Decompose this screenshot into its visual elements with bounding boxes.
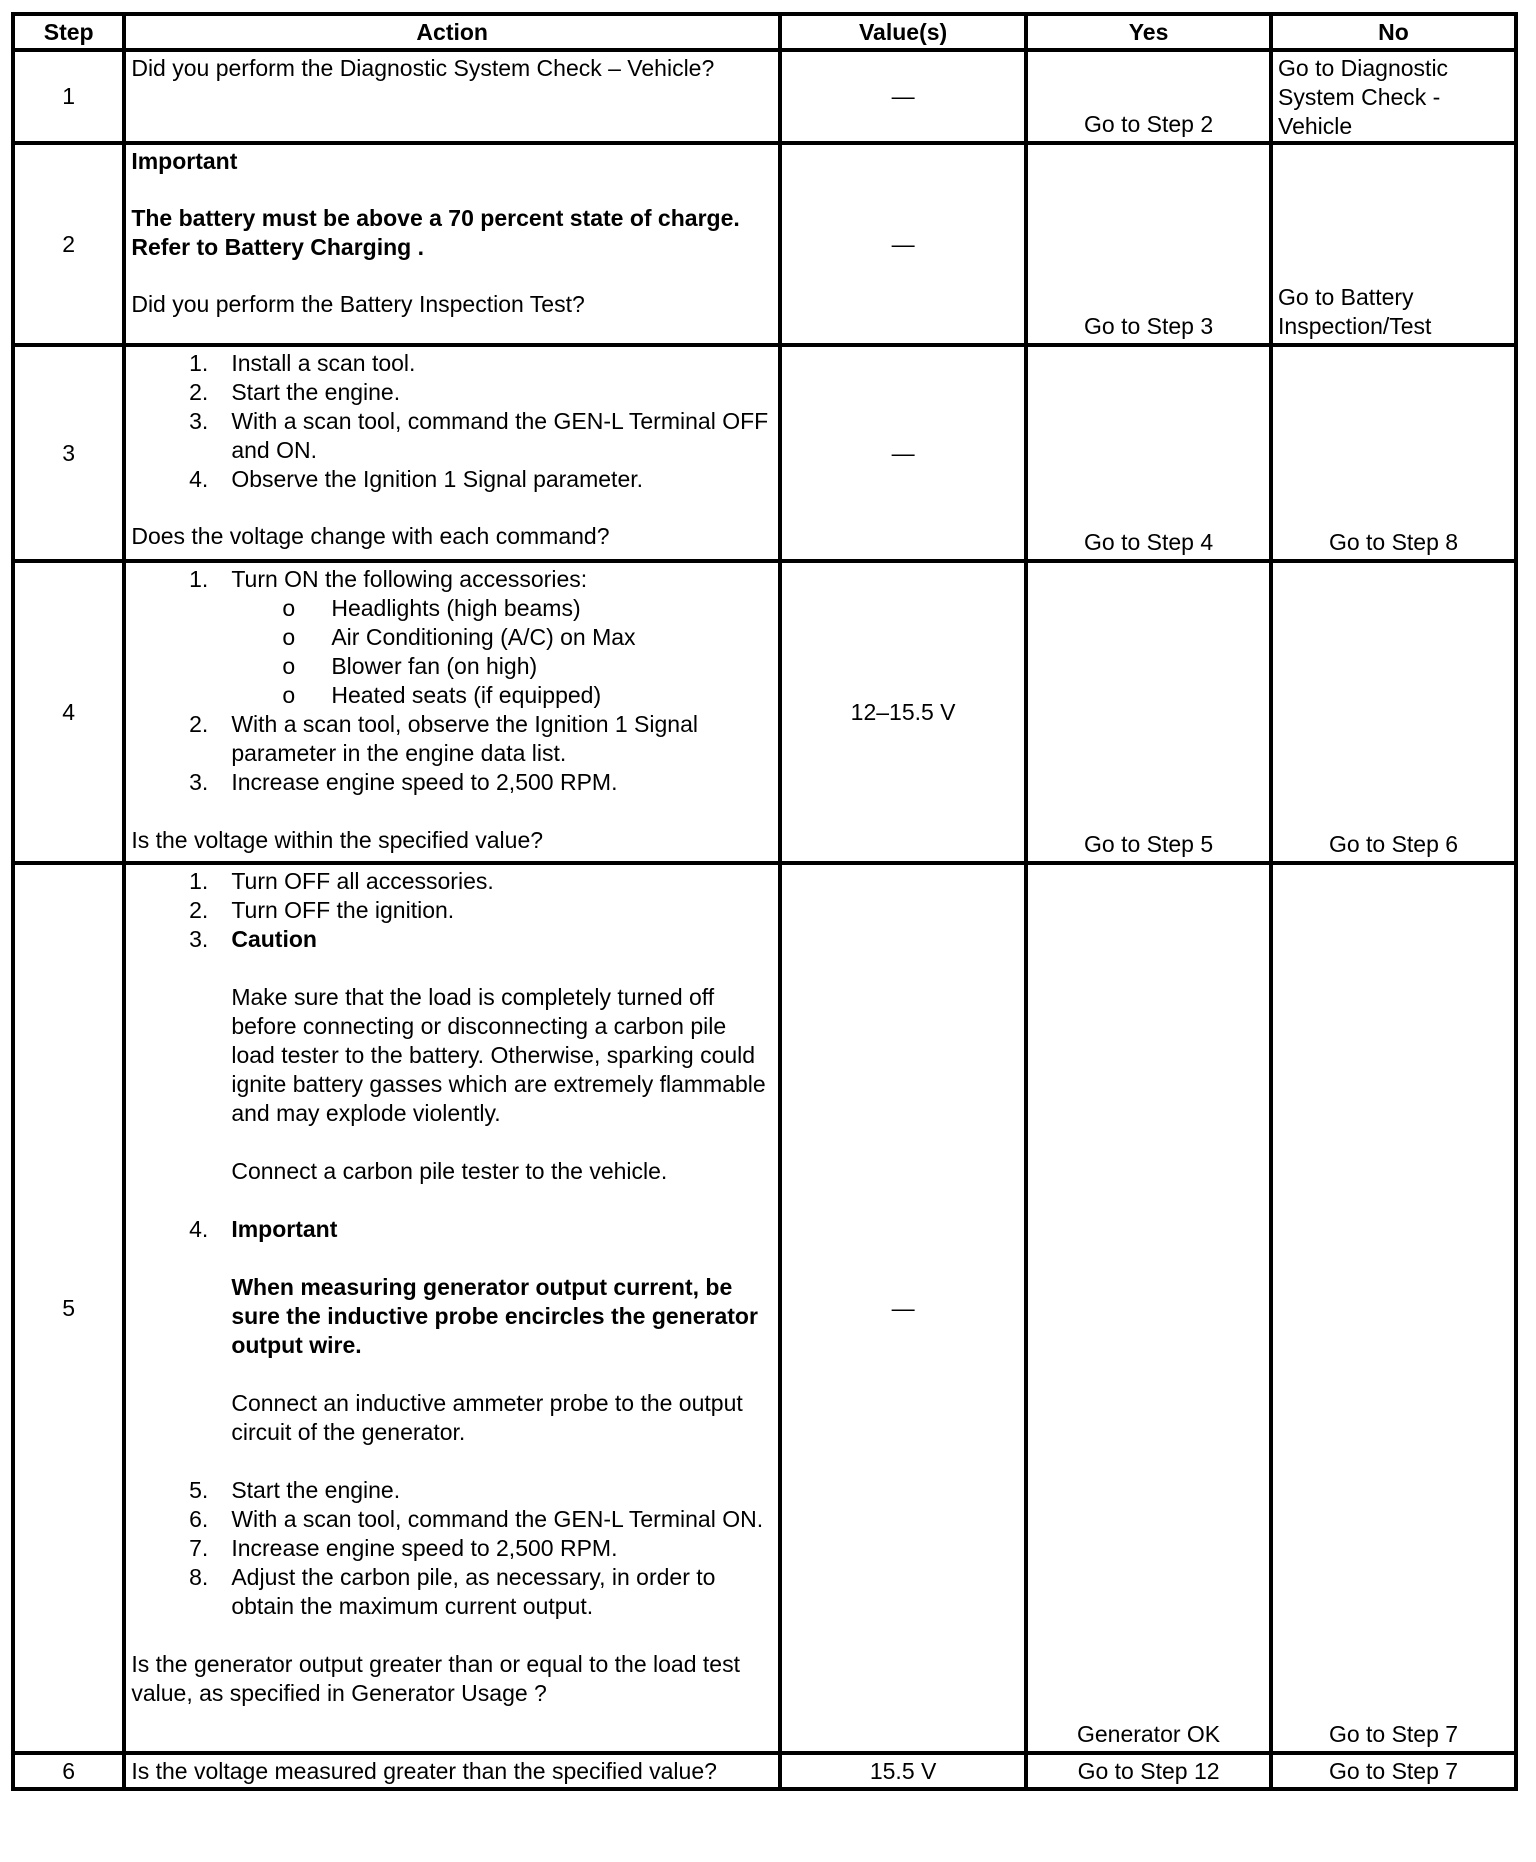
no-line: System Check -	[1278, 84, 1441, 110]
step-number: 3	[13, 345, 124, 561]
action-question: Is the voltage within the specified value?	[131, 827, 544, 853]
procedure-item: 2. With a scan tool, observe the Ignition 1 Signal parameter in the engine data list.	[189, 711, 698, 766]
yes-cell: Go to Step 5	[1026, 561, 1271, 863]
header-yes: Yes	[1026, 14, 1271, 50]
important-label: Important	[231, 1216, 338, 1242]
accessory-item: o Air Conditioning (A/C) on Max	[282, 624, 636, 650]
table-row-step-3	[13, 345, 1516, 561]
yes-cell: Go to Step 2	[1026, 50, 1271, 143]
accessory-item: o Blower fan (on high)	[282, 653, 538, 679]
action-question: Is the voltage measured greater than the specified value?	[131, 1757, 717, 1784]
header-values: Value(s)	[780, 14, 1026, 50]
action-cell	[124, 50, 780, 143]
caution-text: Make sure that the load is completely turned off before connecting or disconnecting a carbon pile load tester to the battery. Otherwise, sparking could ignite battery gasses which are extremely flammable and may explode violently.	[231, 984, 766, 1126]
value-cell: 12–15.5 V	[780, 561, 1026, 863]
no-cell: Go to Step 6	[1271, 561, 1516, 863]
action-cell	[124, 863, 780, 1753]
procedure-item: 6. With a scan tool, command the GEN-L Terminal ON.	[189, 1506, 764, 1532]
step-number: 1	[13, 50, 124, 143]
no-cell: Go to Step 8	[1271, 345, 1516, 561]
action-question: Did you perform the Battery Inspection Test?	[131, 291, 585, 317]
no-line: Go to Battery	[1278, 284, 1414, 310]
procedure-list	[131, 349, 773, 494]
table-row-step-5	[13, 863, 1516, 1753]
action-question: Is the generator output greater than or equal to the load test value, as specified in Generator Usage ?	[131, 1651, 740, 1706]
no-line: Inspection/Test	[1278, 313, 1432, 339]
important-text-line: The battery must be above a 70 percent state of charge.	[131, 205, 740, 231]
procedure-item: 5. Start the engine.	[189, 1477, 401, 1503]
action-question: Did you perform the Diagnostic System Check – Vehicle?	[131, 55, 715, 81]
procedure-text: Connect an inductive ammeter probe to the output circuit of the generator.	[231, 1390, 743, 1445]
value-cell: —	[780, 143, 1026, 345]
procedure-item: 4. Important When measuring generator output current, be sure the inductive probe encircles the generator output wire. Connect an inductive ammeter probe to the output circuit of the generator.	[131, 1215, 773, 1476]
step-number: 6	[13, 1753, 124, 1789]
procedure-item: 8. Adjust the carbon pile, as necessary, in order to obtain the maximum current output.	[189, 1564, 716, 1619]
yes-cell: Go to Step 12	[1026, 1753, 1271, 1789]
step-number: 2	[13, 143, 124, 345]
procedure-item: 7. Increase engine speed to 2,500 RPM.	[189, 1535, 618, 1561]
value-cell: —	[780, 345, 1026, 561]
accessory-item: o Headlights (high beams)	[282, 595, 581, 621]
step-number: 5	[13, 863, 124, 1753]
action-cell	[124, 143, 780, 345]
action-cell	[124, 561, 780, 863]
important-text-line: Refer to Battery Charging .	[131, 234, 424, 260]
table-row-step-4	[13, 561, 1516, 863]
no-cell: Go to Step 7	[1271, 863, 1516, 1753]
header-action: Action	[124, 14, 780, 50]
procedure-item: 1. Turn OFF all accessories.	[189, 868, 494, 894]
procedure-item: 3. With a scan tool, command the GEN-L Terminal OFF and ON.	[189, 408, 769, 463]
no-cell	[1271, 143, 1516, 345]
diagnostic-table-container	[11, 12, 1518, 1791]
important-label: Important	[131, 148, 238, 174]
header-step: Step	[13, 14, 124, 50]
table-row-step-1	[13, 50, 1516, 143]
table-row-step-6	[13, 1753, 1516, 1789]
procedure-item: 1. Turn ON the following accessories: o Headlights (high beams) o Air Conditioning (A/C) on Max o Blower fan (on high) o Heated seats (if equipped)	[131, 565, 773, 710]
yes-cell: Go to Step 3	[1026, 143, 1271, 345]
procedure-list	[131, 565, 773, 797]
no-line: Vehicle	[1278, 113, 1353, 139]
procedure-item: 3. Increase engine speed to 2,500 RPM.	[189, 769, 618, 795]
caution-label: Caution	[231, 926, 317, 952]
important-text: When measuring generator output current, be sure the inductive probe encircles the generator output wire.	[231, 1274, 758, 1358]
procedure-item: 3. Caution Make sure that the load is completely turned off before connecting or disconnecting a carbon pile load tester to the battery. Otherwise, sparking could ignite battery gasses which are extremely flammable and may explode violently. Connect a carbon pile tester to the vehicle.	[131, 925, 773, 1215]
no-line: Go to Diagnostic	[1278, 55, 1449, 81]
header-no: No	[1271, 14, 1516, 50]
value-cell: —	[780, 863, 1026, 1753]
step-number: 4	[13, 561, 124, 863]
value-cell: —	[780, 50, 1026, 143]
yes-cell: Go to Step 4	[1026, 345, 1271, 561]
procedure-item: 2. Turn OFF the ignition.	[189, 897, 455, 923]
table-row-step-2	[13, 143, 1516, 345]
procedure-item: 4. Observe the Ignition 1 Signal parameter.	[189, 466, 644, 492]
accessory-list	[131, 594, 773, 710]
action-question: Does the voltage change with each command?	[131, 523, 610, 549]
header-row	[13, 14, 1516, 50]
accessory-item: o Heated seats (if equipped)	[282, 682, 602, 708]
procedure-text: Connect a carbon pile tester to the vehicle.	[231, 1158, 668, 1184]
procedure-item: 2. Start the engine.	[189, 379, 401, 405]
value-cell: 15.5 V	[780, 1753, 1026, 1789]
no-cell	[1271, 50, 1516, 143]
diagnostic-table	[11, 12, 1518, 1791]
yes-cell: Generator OK	[1026, 863, 1271, 1753]
procedure-list	[131, 867, 773, 1621]
procedure-item: 1. Install a scan tool.	[189, 350, 416, 376]
no-cell: Go to Step 7	[1271, 1753, 1516, 1789]
action-cell	[124, 1753, 780, 1789]
action-cell	[124, 345, 780, 561]
